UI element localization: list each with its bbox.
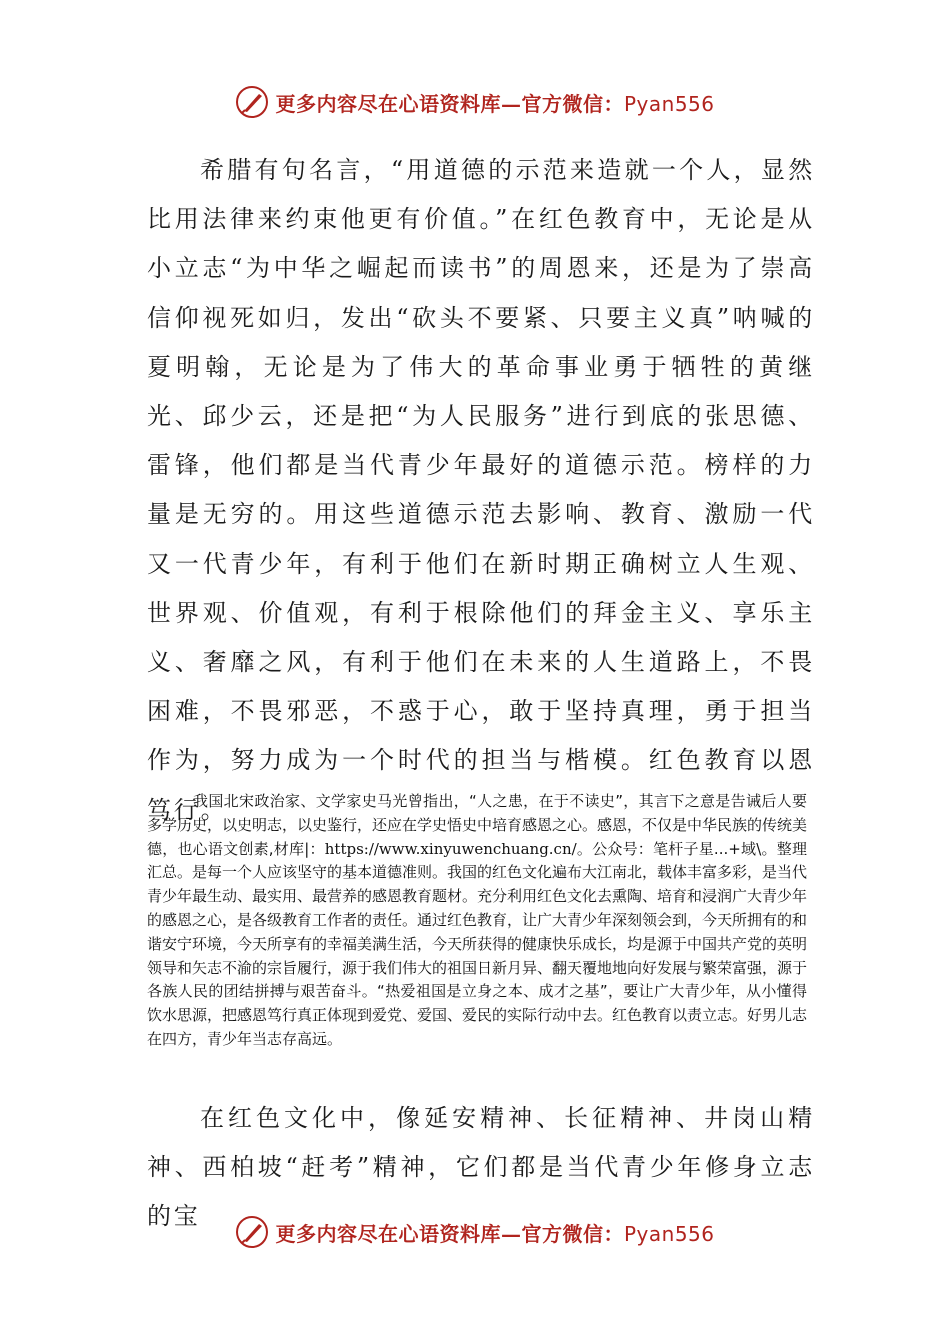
header-banner	[0, 82, 950, 122]
paragraph-gratitude-part2: 。公众号：笔杆子星...+域\。整理汇总。是每一个人应该坚守的基本道德准则。我国的红色文化遍布大江南北，载体丰富多彩，是当代青少年最生动、最实用、最营养的感恩教育题材。充分利用红色文化去熏陶、培育和浸润广大青少年的感恩之心，是各级教育工作者的责任。通过红色教育，让广大青少年深刻领会到，今天所拥有的和谐安宁环境，今天所享有的幸福美满生活，今天所获得的健康快乐成长，均是源于中国共产党的英明领导和矢志不渝的宗旨履行，源于我们伟大的祖国日新月异、翻天覆地地向好发展与繁荣富强，源于各族人民的团结拼搏与艰苦奋斗。“热爱祖国是立身之本、成才之基”，要让广大青少年，从小懂得饮水思源，把感恩笃行真正体现到爱党、爱国、爱民的实际行动中去。红色教育以责立志。好男儿志在四方，青少年当志存高远。	[147, 839, 808, 1048]
quill-logo-icon	[235, 85, 269, 119]
wechat-id: Pyan556	[623, 1221, 715, 1246]
footer-banner	[0, 1212, 950, 1252]
paragraph-gratitude	[147, 790, 807, 1052]
paragraph-role-models: 希腊有句名言，“用道德的示范来造就一个人，显然比用法律来约束他更有价值。”在红色教育中，无论是从小立志“为中华之崛起而读书”的周恩来，还是为了崇高信仰视死如归，发出“砍头不要紧、只要主义真”呐喊的夏明翰，无论是为了伟大的革命事业勇于牺牲的黄继光、邱少云，还是把“为人民服务”进行到底的张思德、雷锋，他们都是当代青少年最好的道德示范。榜样的力量是无穷的。用这些道德示范去影响、教育、激励一代又一代青少年，有利于他们在新时期正确树立人生观、世界观、价值观，有利于根除他们的拜金主义、享乐主义、奢靡之风，有利于他们在未来的人生道路上，不畏困难，不畏邪恶，不惑于心，敢于坚持真理，勇于担当作为，努力成为一个时代的担当与楷模。红色教育以恩笃行。	[147, 156, 815, 824]
wechat-id: Pyan556	[623, 91, 715, 116]
banner-text: 更多内容尽在心语资料库—官方微信：Pyan556	[275, 1221, 715, 1246]
paragraph-gratitude-part1: 我国北宋政治家、文学家史马光曾指出，“人之患，在于不读史”，其言下之意是告诫后人要多学历史，以史明志，以史鉴行，还应在学史悟史中培育感恩之心。感恩，不仅是中华民族的传统美德，也心语文创素,材库|：	[147, 792, 808, 858]
banner-text: 更多内容尽在心语资料库—官方微信：Pyan556	[275, 91, 715, 116]
website-url: https://www.xinyuwenchuang.cn/	[324, 839, 577, 858]
quill-logo-icon	[235, 1215, 269, 1249]
paragraph-red-culture: 在红色文化中，像延安精神、长征精神、井岗山精神、西柏坡“赶考”精神，它们都是当代青少年修身立志的宝	[147, 1104, 815, 1231]
